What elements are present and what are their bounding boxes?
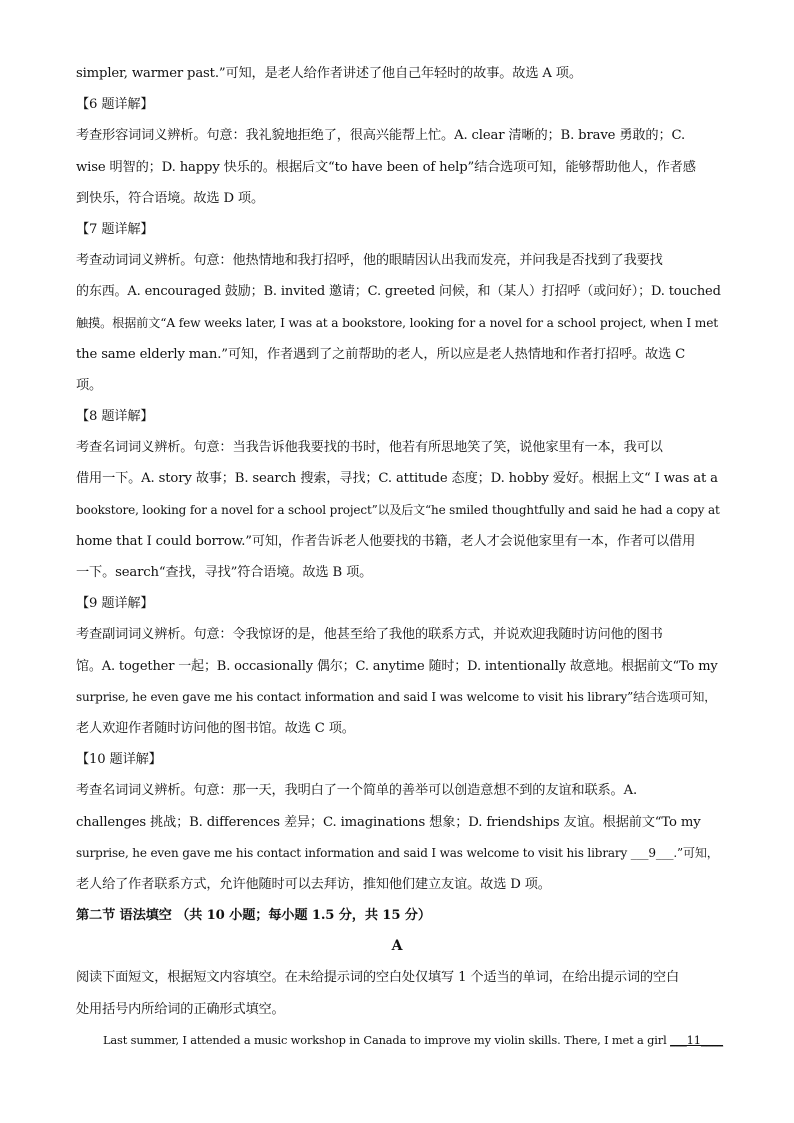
text-line: 馆。A. together 一起；B. occasionally 偶尔；C. anytime 随时；D. intentionally 故意地。根据前文“To my [76, 658, 718, 674]
text-line: wise 明智的；D. happy 快乐的。根据后文“to have been of help”结合选项可知，能够帮助他人，作者感 [76, 159, 696, 175]
text-line: 考查动词词义辨析。句意：他热情地和我打招呼，他的眼睛因认出我而发亮，并问我是否找到了我要找 [76, 253, 663, 269]
text-line: home that I could borrow.”可知，作者告诉老人他要找的书籍，老人才会说他家里有一本，作者可以借用 [76, 533, 696, 549]
text-line: 考查名词词义辨析。句意：那一天，我明白了一个简单的善举可以创造意想不到的友谊和联系。A. [76, 783, 637, 799]
text-line: surprise, he even gave me his contact information and said I was welcome to visit his library ___9___.”可知， [76, 845, 719, 860]
text-line: 老人欢迎作者随时访问他的图书馆。故选 C 项。 [76, 720, 355, 736]
part-label: A [391, 938, 403, 955]
text-line: 考查形容词词义辨析。句意：我礼貌地拒绝了，很高兴能帮上忙。A. clear 清晰的；B. brave 勇敢的；C. [76, 128, 685, 144]
document-page [76, 58, 724, 1056]
text-line: challenges 挑战；B. differences 差异；C. imaginations 想象；D. friendships 友谊。根据前文“To my [76, 814, 701, 830]
instruction-line: 阅读下面短文，根据短文内容填空。在未给提示词的空白处仅填写 1 个适当的单词，在给出提示词的空白 [76, 970, 680, 986]
section-title: 第二节 语法填空 （共 10 小题；每小题 1.5 分，共 15 分） [76, 908, 431, 924]
instruction-line: 处用括号内所给词的正确形式填空。 [76, 1001, 285, 1017]
text-line: 项。 [76, 377, 103, 393]
text-line: 的东西。A. encouraged 鼓励；B. invited 邀请；C. greeted 问候，和（某人）打招呼（或问好）；D. touched [76, 284, 721, 300]
text-line: bookstore, looking for a novel for a school project”以及后文“he smiled thoughtfully and said he had a copy at [76, 502, 720, 517]
text-line: 老人给了作者联系方式，允许他随时可以去拜访，推知他们建立友谊。故选 D 项。 [76, 876, 551, 892]
text-line: 到快乐，符合语境。故选 D 项。 [76, 190, 264, 206]
text-line: 一下。search“查找，寻找”符合语境。故选 B 项。 [76, 565, 373, 580]
question-6-heading: 【6 题详解】 [76, 97, 154, 113]
text-line: 考查名词词义辨析。句意：当我告诉他我要找的书时，他若有所思地笑了笑，说他家里有一本，我可以 [76, 440, 663, 456]
text-line: the same elderly man.”可知，作者遇到了之前帮助的老人，所以应是老人热情地和作者打招呼。故选 C [76, 346, 686, 362]
text-line: 触摸。根据前文“A few weeks later, I was at a bookstore, looking for a novel for a school project, when I met [76, 315, 718, 330]
question-7-heading: 【7 题详解】 [76, 221, 154, 237]
text-line: simpler, warmer past.”可知，是老人给作者讲述了他自己年轻时的故事。故选 A 项。 [76, 66, 582, 81]
text-line: 考查副词词义辨析。句意：令我惊讶的是，他甚至给了我他的联系方式，并说欢迎我随时访问他的图书 [76, 627, 663, 643]
question-10-heading: 【10 题详解】 [76, 752, 162, 768]
blank-11: ___11____ [670, 1032, 724, 1047]
text-line: surprise, he even gave me his contact information and said I was welcome to visit his library”结合选项可知， [76, 689, 717, 704]
question-8-heading: 【8 题详解】 [76, 409, 154, 425]
passage-line [76, 1025, 724, 1056]
text-line: 借用一下。A. story 故事；B. search 搜索，寻找；C. attitude 态度；D. hobby 爱好。根据上文“ I was at a [76, 471, 718, 487]
passage-text: Last summer, I attended a music workshop in Canada to improve my violin skills. There, I met a girl [103, 1032, 671, 1047]
question-9-heading: 【9 题详解】 [76, 596, 154, 612]
